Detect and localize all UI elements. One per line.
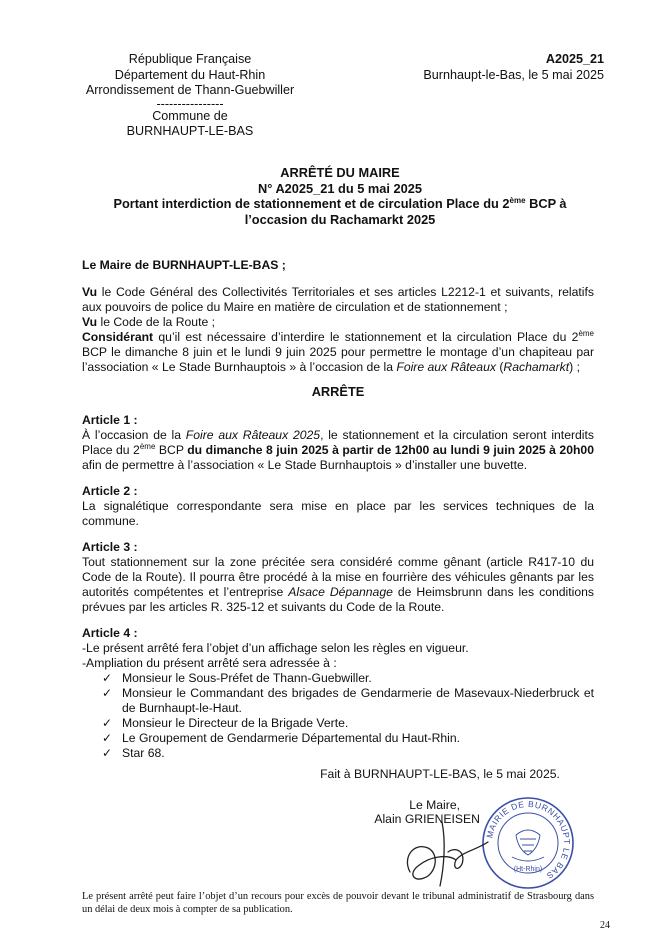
article-1-italic: Foire aux Râteaux 2025 xyxy=(185,428,321,442)
document-title xyxy=(70,165,610,227)
mayor-name: Alain GRIENEISEN xyxy=(374,812,480,826)
title-line-3b: BCP à xyxy=(525,196,567,211)
article-1-t1: À l’occasion de la xyxy=(82,428,186,442)
article-3-t2: de Heimsbrunn dans les conditions prévues par les articles R. 325-12 et suivants du Code de la Route. xyxy=(82,585,594,614)
stamp-ring-text: MAIRIE DE BURNHAUPT LE BAS xyxy=(484,798,573,882)
article-2-text: La signalétique correspondante sera mise en place par les services techniques de la commune. xyxy=(82,499,594,528)
article-1-t4: afin de permettre à l’association « Le Stade Burnhauptois » d’installer une buvette. xyxy=(82,458,528,472)
header-separator: ---------------- xyxy=(156,96,224,111)
check-icon: ✓ xyxy=(102,686,113,700)
title-line-3a: Portant interdiction de stationnement et de circulation Place du 2 xyxy=(113,196,510,211)
recipient-text: Le Groupement de Gendarmerie Départemental du Haut-Rhin. xyxy=(122,731,461,745)
title-line-1: ARRÊTÉ DU MAIRE xyxy=(280,165,400,180)
article-3-title: Article 3 : xyxy=(82,540,138,554)
vu-cgct-text: le Code Général des Collectivités Territoriales et ses articles L2212-1 et suivants, relatifs aux pouvoirs de police du Maire en matière de circulation et de stationnement ; xyxy=(82,285,594,314)
mayor-role: Le Maire, xyxy=(409,798,460,812)
appeal-notice: Le présent arrêté peut faire l’objet d’un recours pour excès de pouvoir devant le tribunal administratif de Strasbourg dans un délai de deux mois à compter de sa publication. xyxy=(82,891,594,915)
header-commune-name: BURNHAUPT-LE-BAS xyxy=(126,124,254,138)
check-icon: ✓ xyxy=(102,731,113,745)
article-4 xyxy=(82,626,594,761)
check-icon: ✓ xyxy=(102,671,113,685)
article-3 xyxy=(82,540,594,615)
list-item xyxy=(102,716,594,731)
title-line-4: l’occasion du Rachamarkt 2025 xyxy=(244,211,436,227)
considerant-text-2: BCP le dimanche 8 juin et le lundi 9 juin 2025 pour permettre le montage d’un chapiteau par l’association « Le Stade Burnhauptois » à l’occasion de la xyxy=(82,345,594,374)
recipient-list xyxy=(82,671,594,761)
recipient-text: Star 68. xyxy=(122,746,165,760)
document-reference: A2025_21 xyxy=(545,52,604,66)
article-4-title: Article 4 : xyxy=(82,626,138,640)
done-at: Fait à BURNHAUPT-LE-BAS, le 5 mai 2025. xyxy=(320,767,560,781)
list-item xyxy=(102,746,594,761)
preamble xyxy=(82,258,594,375)
considerant-label: Considérant xyxy=(82,330,154,344)
place-date: Burnhaupt-le-Bas, le 5 mai 2025 xyxy=(423,67,604,82)
considerant-text-1: qu’il est nécessaire d’interdire le stationnement et la circulation Place du 2 xyxy=(153,330,579,344)
stamp-bottom-text: (Ht-Rhin) xyxy=(513,866,543,873)
article-1-bold: du dimanche 8 juin 2025 à partir de 12h00 au lundi 9 juin 2025 à 20h00 xyxy=(187,443,594,457)
header-commune-label: Commune de xyxy=(152,108,228,123)
article-2-title: Article 2 : xyxy=(82,484,138,498)
vu-code-route xyxy=(82,315,594,330)
page-number: 24 xyxy=(600,920,610,931)
list-item xyxy=(102,731,594,746)
article-1-text xyxy=(82,428,594,473)
check-icon: ✓ xyxy=(102,746,113,760)
vu-cgct xyxy=(82,285,594,315)
recipient-text: Monsieur le Directeur de la Brigade Verte. xyxy=(122,716,349,730)
considerant xyxy=(82,330,594,375)
article-4-line-1: -Le présent arrêté fera l’objet d’un affichage selon les règles en vigueur. xyxy=(82,641,469,655)
mayor-heading: Le Maire de BURNHAUPT-LE-BAS ; xyxy=(82,258,286,272)
administrative-header xyxy=(60,52,320,140)
considerant-italic-1: Foire aux Râteaux xyxy=(396,360,496,374)
considerant-text-4: ) ; xyxy=(569,360,580,374)
list-item xyxy=(102,686,594,716)
article-2 xyxy=(82,484,594,529)
header-arrondissement: Arrondissement de Thann-Guebwiller xyxy=(85,83,295,97)
article-1-t2: , le stationnement et la circulation seront interdits Place du 2 xyxy=(82,428,594,457)
article-1-t3: BCP xyxy=(155,443,188,457)
header-republique: République Française xyxy=(128,52,252,66)
vu-code-route-text: le Code de la Route ; xyxy=(97,315,216,329)
articles xyxy=(82,413,594,761)
article-3-italic: Alsace Dépannage xyxy=(288,585,393,599)
check-icon: ✓ xyxy=(102,716,113,730)
title-line-3 xyxy=(70,196,610,212)
recipient-text: Monsieur le Commandant des brigades de Gendarmerie de Masevaux-Niederbruck et de Burnhaupt-le-Haut. xyxy=(122,686,594,715)
mayor-signature-block xyxy=(300,798,560,826)
article-3-t1: Tout stationnement sur la zone précitée sera considéré comme gênant (article R417-10 du Code de la Route). Il pourra être procédé à la mise en fourrière des véhicules gênants par les autorités compétentes et l’entreprise xyxy=(82,555,594,599)
reference-block xyxy=(380,52,604,83)
vu-label: Vu xyxy=(82,285,98,299)
considerant-text-3: ( xyxy=(495,360,504,374)
arrete-heading: ARRÊTE xyxy=(311,384,365,399)
article-1-sup: ème xyxy=(139,442,156,451)
list-item xyxy=(102,671,594,686)
article-4-line-2: -Ampliation du présent arrêté sera adressée à : xyxy=(82,656,337,670)
considerant-sup: ème xyxy=(578,329,594,338)
vu-label: Vu xyxy=(82,315,98,329)
title-line-2: N° A2025_21 du 5 mai 2025 xyxy=(258,180,422,196)
article-3-text xyxy=(82,555,594,615)
title-sup: ème xyxy=(509,196,526,205)
header-departement: Département du Haut-Rhin xyxy=(114,67,266,82)
considerant-italic-2: Rachamarkt xyxy=(503,360,570,374)
article-1-title: Article 1 : xyxy=(82,413,138,427)
article-1 xyxy=(82,413,594,473)
recipient-text: Monsieur le Sous-Préfet de Thann-Guebwiller. xyxy=(122,671,372,685)
